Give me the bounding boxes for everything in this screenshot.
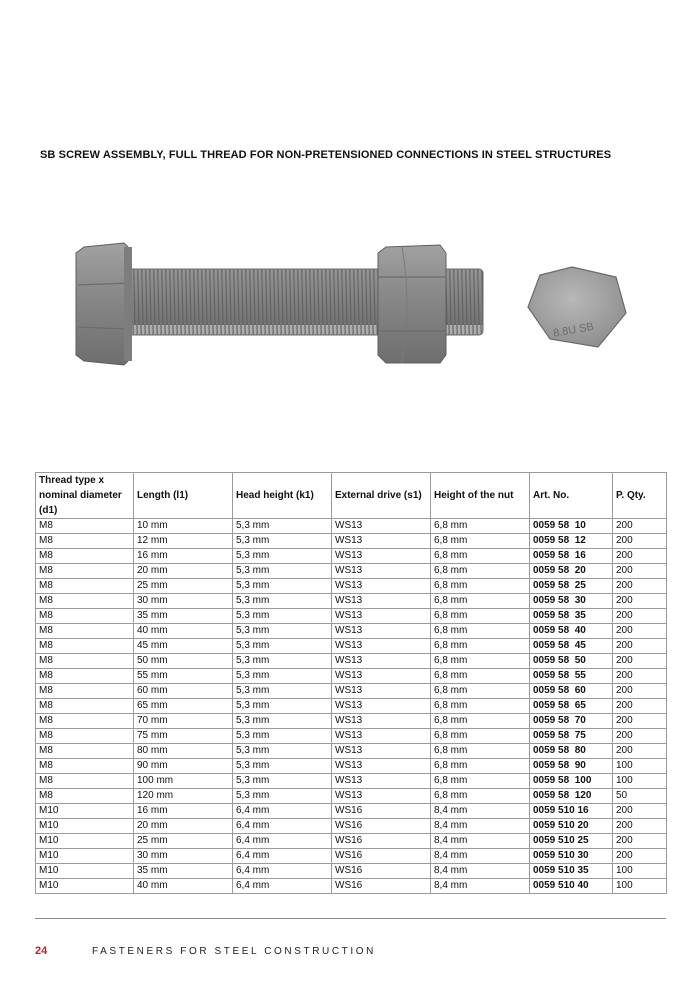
cell-length: 40 mm [134,624,233,639]
cell-qty: 200 [613,654,667,669]
cell-qty: 100 [613,774,667,789]
cell-qty: 200 [613,534,667,549]
cell-qty: 200 [613,729,667,744]
cell-length: 75 mm [134,729,233,744]
cell-length: 10 mm [134,519,233,534]
cell-external-drive: WS13 [332,594,431,609]
col-header-nut-height: Height of the nut [431,473,530,519]
col-header-length: Length (l1) [134,473,233,519]
cell-head-height: 5,3 mm [233,534,332,549]
cell-art-no: 0059 58 35 [530,609,613,624]
cell-art-no: 0059 58 60 [530,684,613,699]
cell-art-no: 0059 58 16 [530,549,613,564]
cell-qty: 200 [613,699,667,714]
cell-qty: 200 [613,519,667,534]
cell-external-drive: WS13 [332,609,431,624]
cell-length: 35 mm [134,609,233,624]
cell-external-drive: WS16 [332,879,431,894]
cell-head-height: 6,4 mm [233,879,332,894]
cell-head-height: 5,3 mm [233,564,332,579]
cell-thread: M10 [36,804,134,819]
cell-nut-height: 6,8 mm [431,519,530,534]
cell-qty: 50 [613,789,667,804]
table-row [36,864,667,879]
cell-qty: 200 [613,624,667,639]
cell-length: 20 mm [134,564,233,579]
cell-external-drive: WS16 [332,834,431,849]
cell-art-no: 0059 58 10 [530,519,613,534]
cell-head-height: 6,4 mm [233,804,332,819]
col-header-thread: Thread type x nominal diameter (d1) [36,473,134,519]
table-row [36,819,667,834]
cell-art-no: 0059 58 45 [530,639,613,654]
cell-external-drive: WS13 [332,684,431,699]
cell-qty: 200 [613,744,667,759]
table-row [36,594,667,609]
cell-thread: M8 [36,579,134,594]
cell-length: 60 mm [134,684,233,699]
cell-external-drive: WS16 [332,849,431,864]
cell-head-height: 5,3 mm [233,549,332,564]
table-row [36,579,667,594]
table-row [36,714,667,729]
cell-nut-height: 8,4 mm [431,849,530,864]
table-row [36,789,667,804]
cell-nut-height: 6,8 mm [431,744,530,759]
cell-nut-height: 6,8 mm [431,669,530,684]
cell-thread: M8 [36,654,134,669]
cell-thread: M8 [36,594,134,609]
cell-qty: 200 [613,579,667,594]
cell-head-height: 5,3 mm [233,654,332,669]
cell-thread: M8 [36,639,134,654]
cell-qty: 200 [613,609,667,624]
cell-qty: 200 [613,639,667,654]
cell-head-height: 5,3 mm [233,684,332,699]
cell-head-height: 5,3 mm [233,759,332,774]
cell-qty: 200 [613,849,667,864]
cell-nut-height: 6,8 mm [431,609,530,624]
cell-nut-height: 6,8 mm [431,594,530,609]
bolt-nut [378,245,446,363]
cell-length: 16 mm [134,549,233,564]
cell-external-drive: WS13 [332,564,431,579]
cell-thread: M8 [36,549,134,564]
cell-art-no: 0059 58 12 [530,534,613,549]
cell-external-drive: WS13 [332,729,431,744]
cell-external-drive: WS16 [332,819,431,834]
cell-head-height: 5,3 mm [233,714,332,729]
table-row [36,624,667,639]
table-row [36,684,667,699]
cell-external-drive: WS13 [332,774,431,789]
cell-art-no: 0059 58 30 [530,594,613,609]
cell-length: 50 mm [134,654,233,669]
cell-nut-height: 8,4 mm [431,834,530,849]
cell-length: 30 mm [134,594,233,609]
cell-qty: 200 [613,549,667,564]
product-photo [0,235,700,375]
cell-art-no: 0059 510 16 [530,804,613,819]
cell-art-no: 0059 58 20 [530,564,613,579]
cell-external-drive: WS16 [332,804,431,819]
cell-qty: 100 [613,759,667,774]
cell-thread: M8 [36,789,134,804]
cell-head-height: 5,3 mm [233,519,332,534]
cell-nut-height: 6,8 mm [431,699,530,714]
cell-art-no: 0059 58 65 [530,699,613,714]
cell-head-height: 5,3 mm [233,729,332,744]
cell-thread: M8 [36,744,134,759]
cell-art-no: 0059 58 70 [530,714,613,729]
cell-art-no: 0059 510 25 [530,834,613,849]
table-row [36,744,667,759]
cell-thread: M8 [36,774,134,789]
cell-thread: M8 [36,714,134,729]
cell-length: 120 mm [134,789,233,804]
table-row [36,834,667,849]
col-header-art-no: Art. No. [530,473,613,519]
cell-external-drive: WS13 [332,789,431,804]
cell-thread: M10 [36,834,134,849]
cell-art-no: 0059 58 75 [530,729,613,744]
cell-thread: M8 [36,684,134,699]
cell-external-drive: WS13 [332,714,431,729]
cell-qty: 200 [613,669,667,684]
cell-thread: M8 [36,729,134,744]
cell-external-drive: WS13 [332,744,431,759]
cell-length: 12 mm [134,534,233,549]
table-row [36,669,667,684]
cell-length: 55 mm [134,669,233,684]
cell-head-height: 5,3 mm [233,594,332,609]
cell-head-height: 5,3 mm [233,639,332,654]
cell-qty: 200 [613,819,667,834]
cell-thread: M8 [36,534,134,549]
col-header-qty: P. Qty. [613,473,667,519]
cell-nut-height: 6,8 mm [431,549,530,564]
cell-art-no: 0059 510 40 [530,879,613,894]
cell-thread: M8 [36,669,134,684]
table-row [36,549,667,564]
cell-qty: 200 [613,834,667,849]
cell-art-no: 0059 58 50 [530,654,613,669]
cell-thread: M10 [36,849,134,864]
cell-external-drive: WS13 [332,519,431,534]
cell-external-drive: WS13 [332,549,431,564]
cell-length: 70 mm [134,714,233,729]
cell-thread: M10 [36,864,134,879]
table-header-row [36,473,667,519]
cell-nut-height: 6,8 mm [431,534,530,549]
cell-nut-height: 6,8 mm [431,789,530,804]
cell-nut-height: 8,4 mm [431,804,530,819]
head-marking: 8.8U SB [552,320,595,340]
cell-length: 35 mm [134,864,233,879]
cell-head-height: 5,3 mm [233,699,332,714]
cell-external-drive: WS13 [332,654,431,669]
cell-external-drive: WS13 [332,699,431,714]
cell-art-no: 0059 510 30 [530,849,613,864]
cell-qty: 200 [613,594,667,609]
cell-external-drive: WS13 [332,669,431,684]
cell-thread: M10 [36,819,134,834]
cell-nut-height: 6,8 mm [431,564,530,579]
footer-section-title: FASTENERS FOR STEEL CONSTRUCTION [92,946,376,957]
cell-nut-height: 6,8 mm [431,714,530,729]
cell-head-height: 5,3 mm [233,609,332,624]
page-number: 24 [35,945,48,957]
col-header-external-drive: External drive (s1) [332,473,431,519]
cell-external-drive: WS13 [332,534,431,549]
cell-nut-height: 6,8 mm [431,729,530,744]
table-row [36,729,667,744]
table-row [36,639,667,654]
table-row [36,804,667,819]
cell-head-height: 5,3 mm [233,744,332,759]
cell-length: 80 mm [134,744,233,759]
cell-head-height: 6,4 mm [233,819,332,834]
cell-nut-height: 8,4 mm [431,879,530,894]
cell-head-height: 5,3 mm [233,669,332,684]
cell-length: 30 mm [134,849,233,864]
cell-qty: 200 [613,714,667,729]
spec-table [35,472,667,894]
cell-nut-height: 6,8 mm [431,684,530,699]
cell-length: 100 mm [134,774,233,789]
cell-nut-height: 8,4 mm [431,819,530,834]
cell-qty: 200 [613,564,667,579]
cell-external-drive: WS13 [332,579,431,594]
cell-length: 16 mm [134,804,233,819]
footer-divider [35,918,666,919]
cell-length: 45 mm [134,639,233,654]
cell-nut-height: 6,8 mm [431,759,530,774]
cell-thread: M8 [36,759,134,774]
cell-thread: M8 [36,519,134,534]
cell-art-no: 0059 58 120 [530,789,613,804]
cell-art-no: 0059 58 80 [530,744,613,759]
table-row [36,534,667,549]
page-title: SB SCREW ASSEMBLY, FULL THREAD FOR NON-PRETENSIONED CONNECTIONS IN STEEL STRUCTURES [40,149,612,161]
cell-length: 20 mm [134,819,233,834]
cell-nut-height: 6,8 mm [431,774,530,789]
cell-length: 40 mm [134,879,233,894]
table-row [36,609,667,624]
cell-art-no: 0059 510 20 [530,819,613,834]
cell-nut-height: 6,8 mm [431,654,530,669]
table-row [36,774,667,789]
cell-external-drive: WS13 [332,624,431,639]
col-header-head-height: Head height (k1) [233,473,332,519]
cell-length: 25 mm [134,579,233,594]
cell-external-drive: WS16 [332,864,431,879]
table-row [36,879,667,894]
cell-length: 90 mm [134,759,233,774]
cell-head-height: 5,3 mm [233,774,332,789]
table-row [36,699,667,714]
hex-head-top-view [528,267,626,347]
cell-head-height: 5,3 mm [233,579,332,594]
cell-nut-height: 6,8 mm [431,579,530,594]
cell-thread: M8 [36,624,134,639]
cell-art-no: 0059 58 25 [530,579,613,594]
cell-qty: 200 [613,804,667,819]
cell-thread: M8 [36,564,134,579]
cell-head-height: 5,3 mm [233,789,332,804]
cell-external-drive: WS13 [332,639,431,654]
table-row [36,519,667,534]
cell-art-no: 0059 510 35 [530,864,613,879]
cell-qty: 100 [613,864,667,879]
cell-head-height: 5,3 mm [233,624,332,639]
table-row [36,564,667,579]
cell-thread: M8 [36,609,134,624]
cell-thread: M8 [36,699,134,714]
table-row [36,849,667,864]
cell-qty: 200 [613,684,667,699]
cell-art-no: 0059 58 40 [530,624,613,639]
cell-length: 65 mm [134,699,233,714]
cell-external-drive: WS13 [332,759,431,774]
cell-head-height: 6,4 mm [233,834,332,849]
cell-nut-height: 8,4 mm [431,864,530,879]
cell-nut-height: 6,8 mm [431,624,530,639]
cell-head-height: 6,4 mm [233,849,332,864]
cell-nut-height: 6,8 mm [431,639,530,654]
bolt-head [76,243,132,365]
cell-length: 25 mm [134,834,233,849]
table-body [36,519,667,894]
cell-qty: 100 [613,879,667,894]
cell-art-no: 0059 58 100 [530,774,613,789]
cell-art-no: 0059 58 55 [530,669,613,684]
cell-head-height: 6,4 mm [233,864,332,879]
cell-thread: M10 [36,879,134,894]
table-row [36,654,667,669]
table-row [36,759,667,774]
cell-art-no: 0059 58 90 [530,759,613,774]
